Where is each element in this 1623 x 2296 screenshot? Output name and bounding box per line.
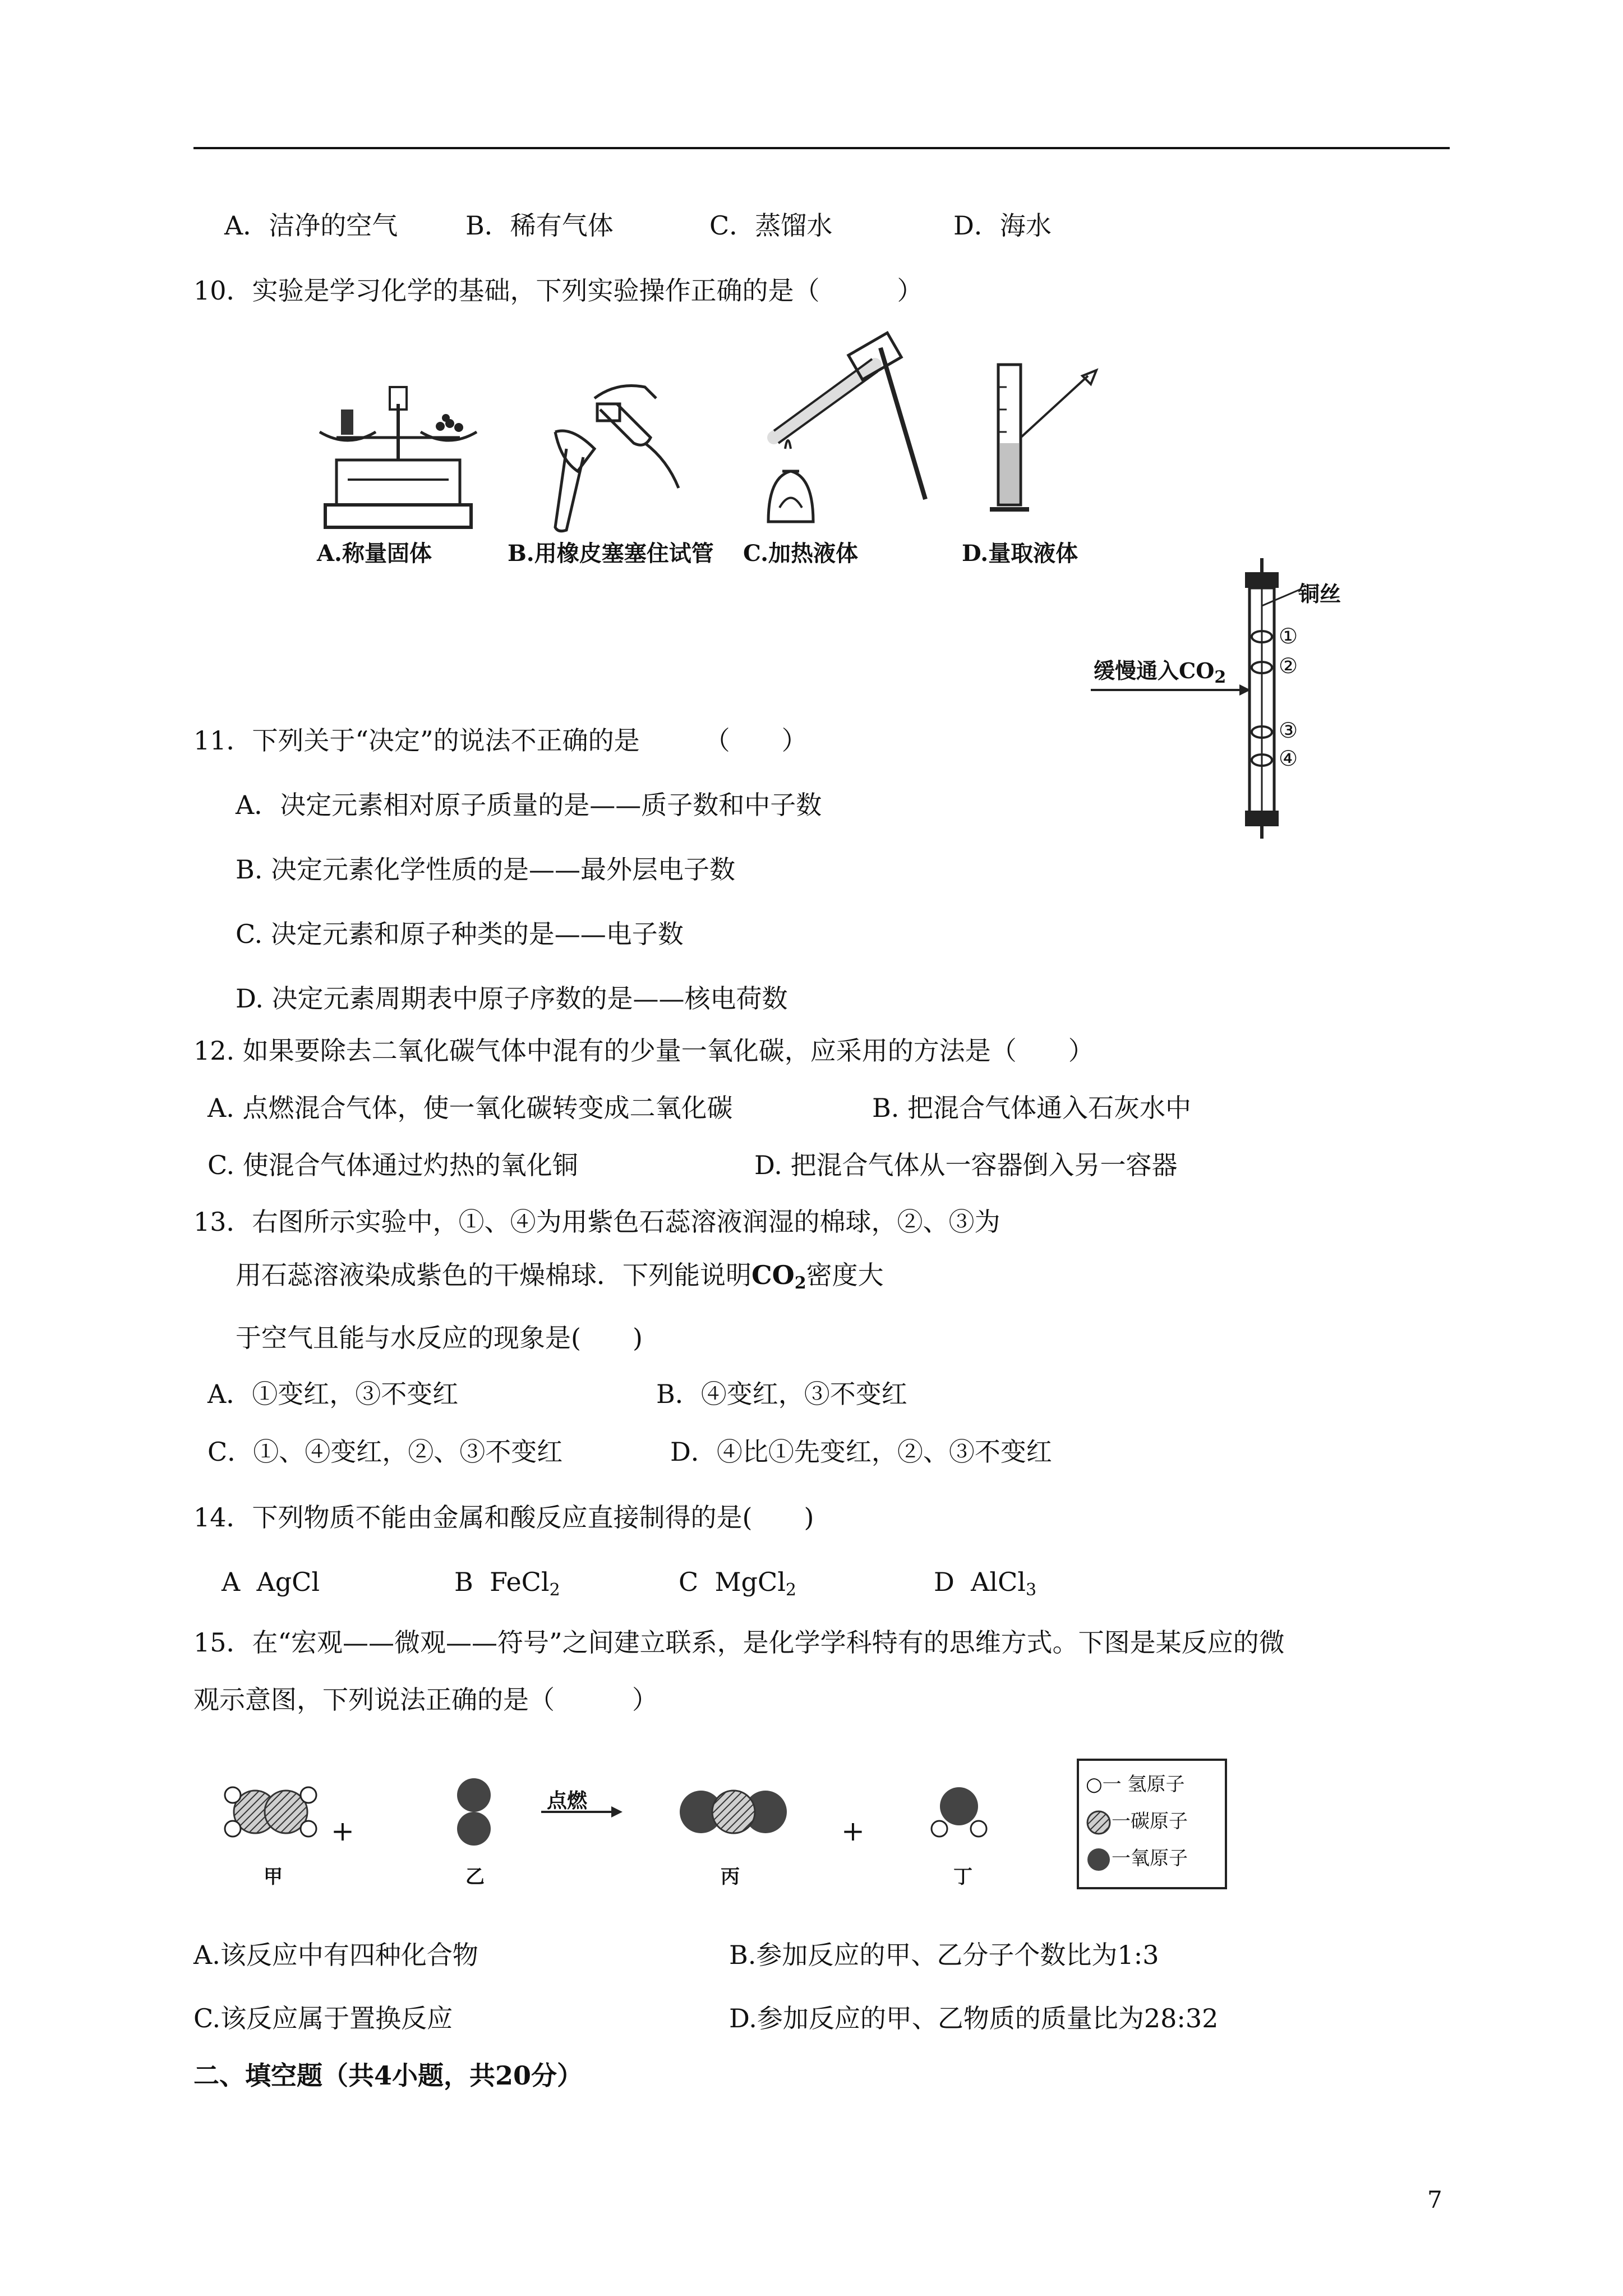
q9-option-a: A．洁净的空气 (224, 210, 398, 241)
balance-figure (314, 370, 482, 533)
q14-option-a: A AgCl (222, 1567, 320, 1597)
q9-option-c: C．蒸馏水 (709, 210, 833, 241)
q14-stem: 14．下列物质不能由金属和酸反应直接制得的是( ) (193, 1502, 814, 1533)
q15-stem-line2: 观示意图，下列说法正确的是（ ） (193, 1685, 658, 1715)
heating-figure (751, 331, 942, 539)
stopper-figure (533, 365, 701, 533)
header-rule (193, 147, 1450, 149)
q10-stem: 10．实验是学习化学的基础，下列实验操作正确的是（ ） (193, 275, 923, 306)
q11-option-d: D. 决定元素周期表中原子序数的是——核电荷数 (236, 983, 788, 1014)
label-yi: 乙 (465, 1866, 485, 1888)
q13-option-a: A．①变红，③不变红 (208, 1379, 459, 1409)
reaction-arrowhead (611, 1806, 623, 1818)
ball-label-1: ① (1279, 624, 1298, 648)
q12-option-b: B. 把混合气体通入石灰水中 (872, 1093, 1192, 1123)
q12-option-a: A. 点燃混合气体，使一氧化碳转变成二氧化碳 (208, 1093, 733, 1123)
q10-caption-c: C.加热液体 (743, 540, 859, 567)
q15-stem-line1: 15．在“宏观——微观——符号”之间建立联系，是化学学科特有的思维方式。下图是某反应的微 (193, 1627, 1285, 1658)
co2-inlet-label: 缓慢通入$CO_2$ (1094, 658, 1227, 687)
q15-option-b: B.参加反应的甲、乙分子个数比为1:3 (729, 1940, 1159, 1970)
legend-carbon: 一碳原子 (1086, 1806, 1188, 1835)
legend-oxygen: 一氧原子 (1086, 1843, 1188, 1872)
plus-sign-2: + (841, 1815, 865, 1847)
q12-stem: 12. 如果要除去二氧化碳气体中混有的少量一氧化碳，应采用的方法是（ ） (193, 1036, 1094, 1066)
q11-option-a: A．决定元素相对原子质量的是——质子数和中子数 (236, 790, 822, 820)
q11-option-c: C. 决定元素和原子种类的是——电子数 (236, 919, 684, 949)
copper-wire-label: 铜丝 (1298, 581, 1341, 606)
page-number: 7 (1427, 2186, 1442, 2214)
molecule-bing (680, 1791, 787, 1833)
q15-option-d: D.参加反应的甲、乙物质的质量比为28:32 (729, 2003, 1219, 2033)
q9-option-b: B．稀有气体 (465, 210, 614, 241)
q11-option-b: B. 决定元素化学性质的是——最外层电子数 (236, 854, 736, 885)
ball-label-2: ② (1279, 654, 1298, 678)
q13-stem-line1: 13．右图所示实验中，①、④为用紫色石蕊溶液润湿的棉球，②、③为 (193, 1207, 1000, 1237)
q9-options (224, 209, 398, 242)
cylinder-figure (981, 353, 1116, 522)
q13-option-b: B．④变红，③不变红 (656, 1379, 907, 1409)
label-bing: 丙 (721, 1866, 740, 1888)
legend-hydrogen: ○一 氢原子 (1086, 1773, 1185, 1796)
molecule-yi (457, 1778, 491, 1846)
q13-stem-line3: 于空气且能与水反应的现象是( ) (236, 1323, 643, 1353)
co2-inlet-arrow (1091, 682, 1251, 698)
q11-stem: 11．下列关于“决定”的说法不正确的是 （ ） (193, 725, 808, 756)
q14-option-b: B FeCl$_2$ (454, 1567, 560, 1600)
q14-option-c: C MgCl$_2$ (679, 1567, 797, 1600)
q10-caption-a: A.称量固体 (317, 540, 432, 567)
q12-option-d: D. 把混合气体从一容器倒入另一容器 (754, 1150, 1178, 1180)
plus-sign-1: + (331, 1815, 354, 1847)
q10-caption-b: B.用橡皮塞塞住试管 (508, 540, 714, 567)
molecule-ding (932, 1787, 986, 1837)
q13-option-c: C．①、④变红，②、③不变红 (208, 1437, 563, 1467)
q9-option-d: D．海水 (953, 210, 1052, 241)
arrow-label-ignite: 点燃 (547, 1789, 588, 1812)
molecule-jia (225, 1787, 316, 1837)
q13-option-d: D．④比①先变红，②、③不变红 (670, 1437, 1052, 1467)
q14-option-d: D AlCl$_3$ (934, 1567, 1037, 1600)
section-2-heading: 二、填空题（共4小题，共20分） (193, 2060, 583, 2091)
q15-option-c: C.该反应属于置换反应 (193, 2003, 453, 2033)
ball-label-3: ③ (1279, 718, 1298, 743)
label-jia: 甲 (264, 1866, 283, 1888)
q12-option-c: C. 使混合气体通过灼热的氧化铜 (208, 1150, 578, 1180)
q10-caption-d: D.量取液体 (962, 540, 1078, 567)
atom-legend (1077, 1759, 1227, 1889)
q13-stem-line2: 用石蕊溶液染成紫色的干燥棉球．下列能说明$CO_2$密度大 (236, 1260, 884, 1293)
label-ding: 丁 (953, 1866, 972, 1888)
ball-label-4: ④ (1279, 746, 1298, 771)
copper-wire-pointer (1259, 586, 1304, 609)
q15-option-a: A.该反应中有四种化合物 (193, 1940, 478, 1970)
